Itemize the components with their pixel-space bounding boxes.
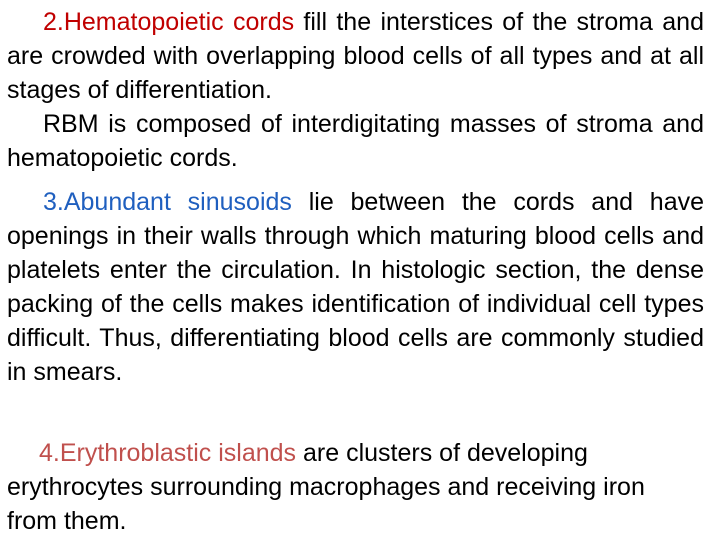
paragraph-body: are clusters of developing erythrocytes surrounding macrophages and receiving iron from them. [7, 439, 645, 535]
paragraph-abundant-sinusoids [7, 185, 704, 389]
term-abundant-sinusoids: 3.Abundant sinusoids [43, 188, 292, 216]
term-hematopoietic-cords: 2.Hematopoietic cords [43, 8, 295, 36]
paragraph-body: fill the interstices of the stroma and are crowded with overlapping blood cells of all types and at all stages of differentiation. [7, 8, 704, 104]
paragraph-body: lie between the cords and have openings in their walls through which maturing blood cells and platelets enter the circulation. In histologic section, the dense packing of the cells makes identification of individual cell types difficult. Thus, differentiating blood cells are commonly studied in smears. [7, 188, 705, 386]
paragraph-rbm-composition: RBM is composed of interdigitating masses of stroma and hematopoietic cords. [7, 110, 704, 172]
term-erythroblastic-islands: 4.Erythroblastic islands [39, 439, 297, 467]
paragraph-hematopoietic-cords [7, 5, 704, 107]
paragraph-erythroblastic-islands [7, 436, 697, 538]
